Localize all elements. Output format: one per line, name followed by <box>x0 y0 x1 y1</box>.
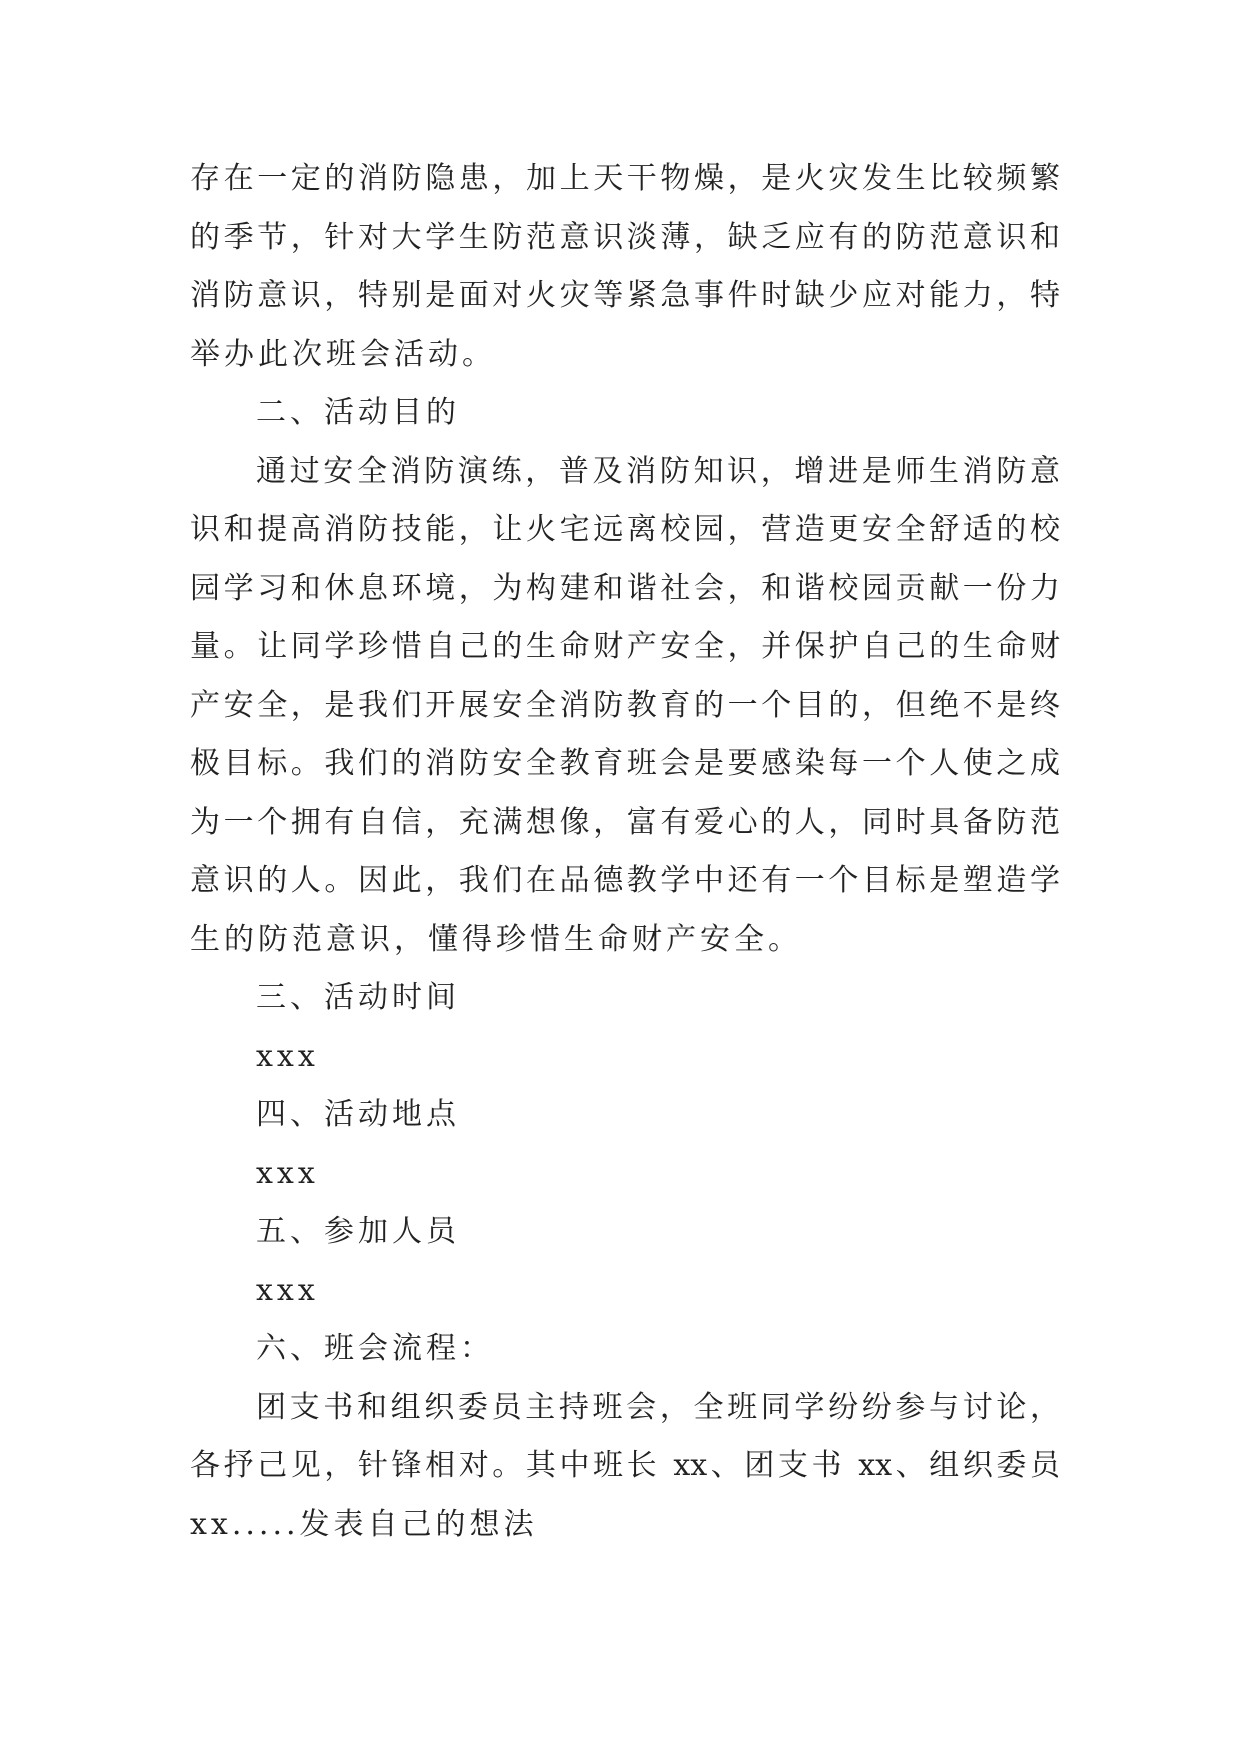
text-line: 各抒己见，针锋相对。其中班长 xx、团支书 xx、组织委员 <box>190 1448 1060 1483</box>
text-line: xx.....发表自己的想法 <box>190 1506 538 1542</box>
text-line: 通过安全消防演练，普及消防知识，增进是师生消防意 <box>256 453 1060 489</box>
text-line: 产安全，是我们开展安全消防教育的一个目的，但绝不是终 <box>190 687 1060 723</box>
text-line: 的季节，针对大学生防范意识淡薄，缺乏应有的防范意识和 <box>190 219 1060 255</box>
section-value-participants: xxx <box>256 1272 319 1308</box>
text-line: 园学习和休息环境，为构建和谐社会，和谐校园贡献一份力 <box>190 570 1060 606</box>
document-body <box>190 150 1060 1554</box>
paragraph-procedure <box>190 1379 1060 1555</box>
text-line: 存在一定的消防隐患，加上天干物燥，是火灾发生比较频繁 <box>190 161 1060 196</box>
paragraph-purpose <box>190 443 1060 970</box>
text-line: 生的防范意识，懂得珍惜生命财产安全。 <box>190 921 802 957</box>
text-line: 为一个拥有自信，充满想像，富有爱心的人，同时具备防范 <box>190 804 1060 840</box>
paragraph-background <box>190 150 1060 384</box>
text-line: 团支书和组织委员主持班会，全班同学纷纷参与讨论， <box>256 1389 1060 1425</box>
section-heading-participants: 五、参加人员 <box>256 1214 460 1249</box>
text-line: 举办此次班会活动。 <box>190 336 496 372</box>
section-heading-location: 四、活动地点 <box>256 1097 460 1132</box>
section-heading-time: 三、活动时间 <box>256 980 460 1015</box>
text-line: 识和提高消防技能，让火宅远离校园，营造更安全舒适的校 <box>190 512 1060 547</box>
text-line: 量。让同学珍惜自己的生命财产安全，并保护自己的生命财 <box>190 629 1060 664</box>
text-line: 意识的人。因此，我们在品德教学中还有一个目标是塑造学 <box>190 863 1060 898</box>
section-value-location: xxx <box>256 1155 319 1191</box>
section-heading-procedure: 六、班会流程： <box>256 1331 494 1366</box>
text-line: 消防意识，特别是面对火灾等紧急事件时缺少应对能力，特 <box>190 278 1060 313</box>
section-value-time: xxx <box>256 1038 319 1074</box>
text-line: 极目标。我们的消防安全教育班会是要感染每一个人使之成 <box>190 746 1060 781</box>
section-heading-purpose: 二、活动目的 <box>256 395 460 430</box>
